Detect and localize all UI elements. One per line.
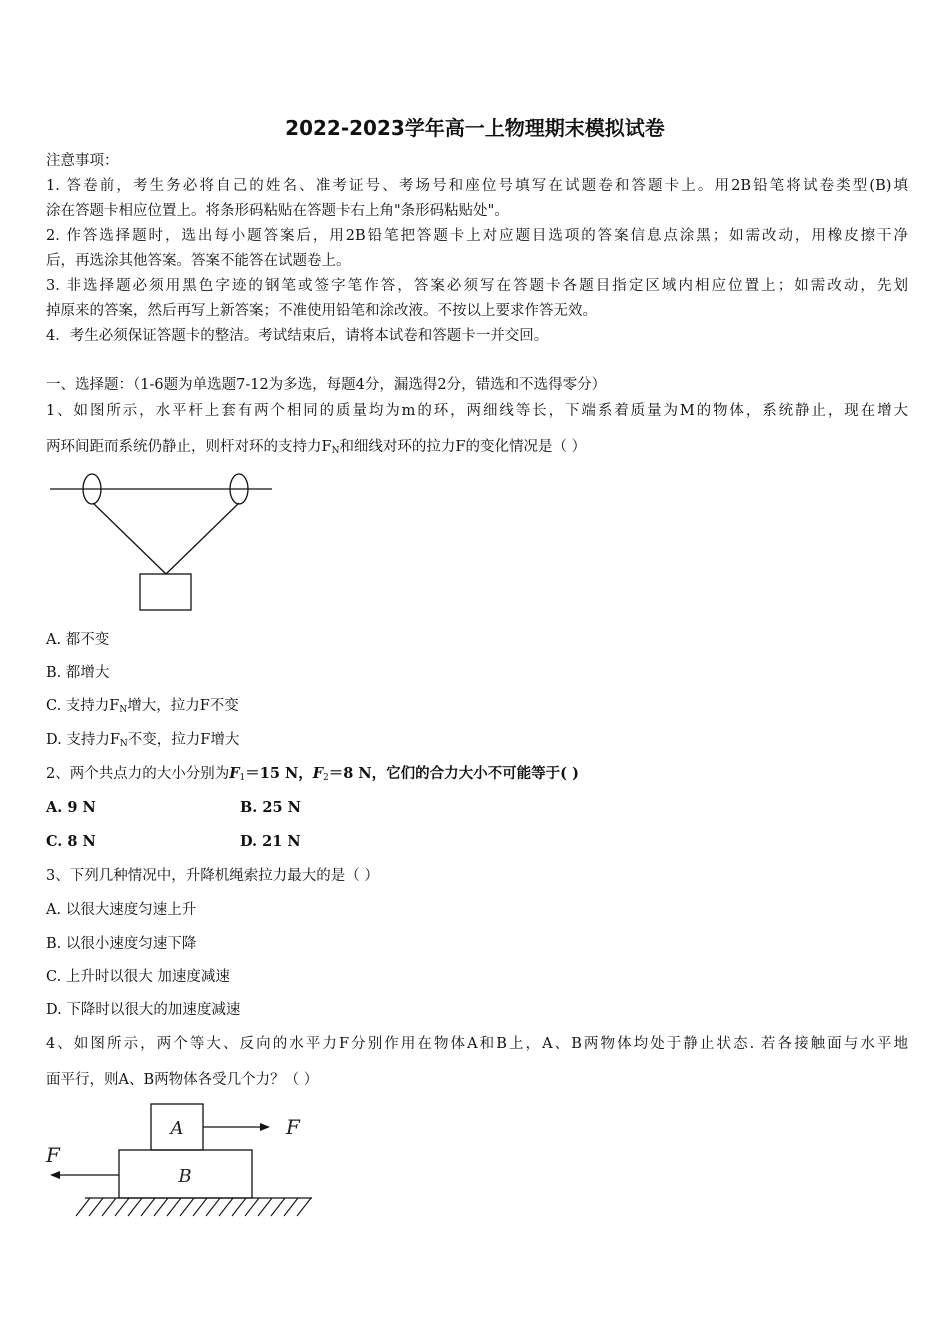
q2-option-a: A. 9 N <box>46 799 96 816</box>
left-string <box>93 503 166 574</box>
notice-item-2-line-1: 2. 作答选择题时，选出每小题答案后，用2B铅笔把答题卡上对应题目选项的答案信息点涂黑；如需改动，用橡皮擦干净 <box>46 228 908 244</box>
q1-option-d <box>46 730 239 754</box>
q1-option-c-b: 增大，拉力F不变 <box>127 698 239 714</box>
q3-option-c: C. 上升时以很大 加速度减速 <box>46 969 230 985</box>
q2-option-c: C. 8 N <box>46 833 96 850</box>
q4-stem-line-2: 面平行，则A、B两物体各受几个力？（ ） <box>46 1072 319 1088</box>
q1-option-b: B. 都增大 <box>46 665 110 681</box>
q4-figure <box>40 1100 320 1225</box>
q1-option-c-sub: N <box>119 705 128 715</box>
q3-stem: 3、下列几种情况中，升降机绳索拉力最大的是（ ） <box>46 868 379 884</box>
block-b-label: B <box>178 1166 192 1187</box>
notice-item-1-line-1: 1. 答卷前，考生务必将自己的姓名、准考证号、考场号和座位号填写在试题卷和答题卡上。用2B铅笔将试卷类型(B)填 <box>46 178 908 194</box>
q1-option-a: A. 都不变 <box>46 632 110 648</box>
q2-f1-sub: 1 <box>239 773 246 783</box>
force-label-right: F <box>286 1115 300 1139</box>
q2-mid-1: ＝15 N， <box>245 765 313 782</box>
q2-mid-2: ＝8 N，它们的合力大小不可能等于( ) <box>328 765 579 782</box>
arrowhead-right <box>260 1123 270 1131</box>
hanging-block <box>140 574 191 610</box>
q1-stem-text-b: 和细线对环的拉力F的变化情况是（ ） <box>339 439 587 455</box>
notice-heading: 注意事项： <box>46 153 119 169</box>
arrowhead-left <box>50 1171 60 1179</box>
q4-stem-line-1: 4、如图所示，两个等大、反向的水平力F分别作用在物体A和B上，A、B两物体均处于静止状态. 若各接触面与水平地 <box>46 1036 908 1052</box>
q1-stem-sub: N <box>331 446 340 456</box>
q2-f1: F <box>229 765 240 782</box>
q2-stem <box>46 764 908 788</box>
right-string <box>166 503 239 574</box>
q1-option-d-a: D. 支持力F <box>46 732 120 748</box>
q1-option-c-a: C. 支持力F <box>46 698 120 714</box>
q3-option-d: D. 下降时以很大的加速度减速 <box>46 1002 241 1018</box>
notice-item-4: 4．考生必须保证答题卡的整洁。考试结束后，请将本试卷和答题卡一并交回。 <box>46 328 549 344</box>
q1-stem-line-1: 1、如图所示，水平杆上套有两个相同的质量均为m的环，两细线等长，下端系着质量为M的物体，系统静止，现在增大 <box>46 403 908 419</box>
block-a-label: A <box>170 1118 184 1139</box>
q2-f2: F <box>312 765 324 782</box>
q1-figure <box>46 470 276 615</box>
notice-item-3-line-2: 掉原来的答案，然后再写上新答案；不准使用铅笔和涂改液。不按以上要求作答无效。 <box>46 303 597 319</box>
section-heading: 一、选择题：（1-6题为单选题7-12为多选，每题4分，漏选得2分，错选和不选得零分） <box>46 377 607 393</box>
q2-stem-a: 2、两个共点力的大小分别为 <box>46 766 230 782</box>
notice-item-2-line-2: 后，再选涂其他答案。答案不能答在试题卷上。 <box>46 253 351 269</box>
q1-option-c <box>46 696 239 720</box>
q1-option-d-sub: N <box>119 739 128 749</box>
q2-option-d: D. 21 N <box>240 833 301 850</box>
q2-f2-sub: 2 <box>323 773 329 783</box>
q3-option-b: B. 以很小速度匀速下降 <box>46 936 197 952</box>
q3-option-a: A. 以很大速度匀速上升 <box>46 902 197 918</box>
notice-item-3-line-1: 3. 非选择题必须用黑色字迹的钢笔或签字笔作答，答案必须写在答题卡各题目指定区域内相应位置上；如需改动，先划 <box>46 278 908 294</box>
notice-item-1-line-2: 涂在答题卡相应位置上。将条形码粘贴在答题卡右上角"条形码粘贴处"。 <box>46 203 509 219</box>
q2-option-b: B. 25 N <box>240 799 301 816</box>
q1-stem-text-a: 两环间距而系统仍静止，则杆对环的支持力F <box>46 439 332 455</box>
q1-option-d-b: 不变，拉力F增大 <box>127 732 240 748</box>
ground-hatching <box>76 1198 311 1216</box>
q1-stem-line-2 <box>46 437 908 461</box>
page-title: 2022-2023学年高一上物理期末模拟试卷 <box>285 116 665 140</box>
force-label-left: F <box>46 1143 60 1167</box>
